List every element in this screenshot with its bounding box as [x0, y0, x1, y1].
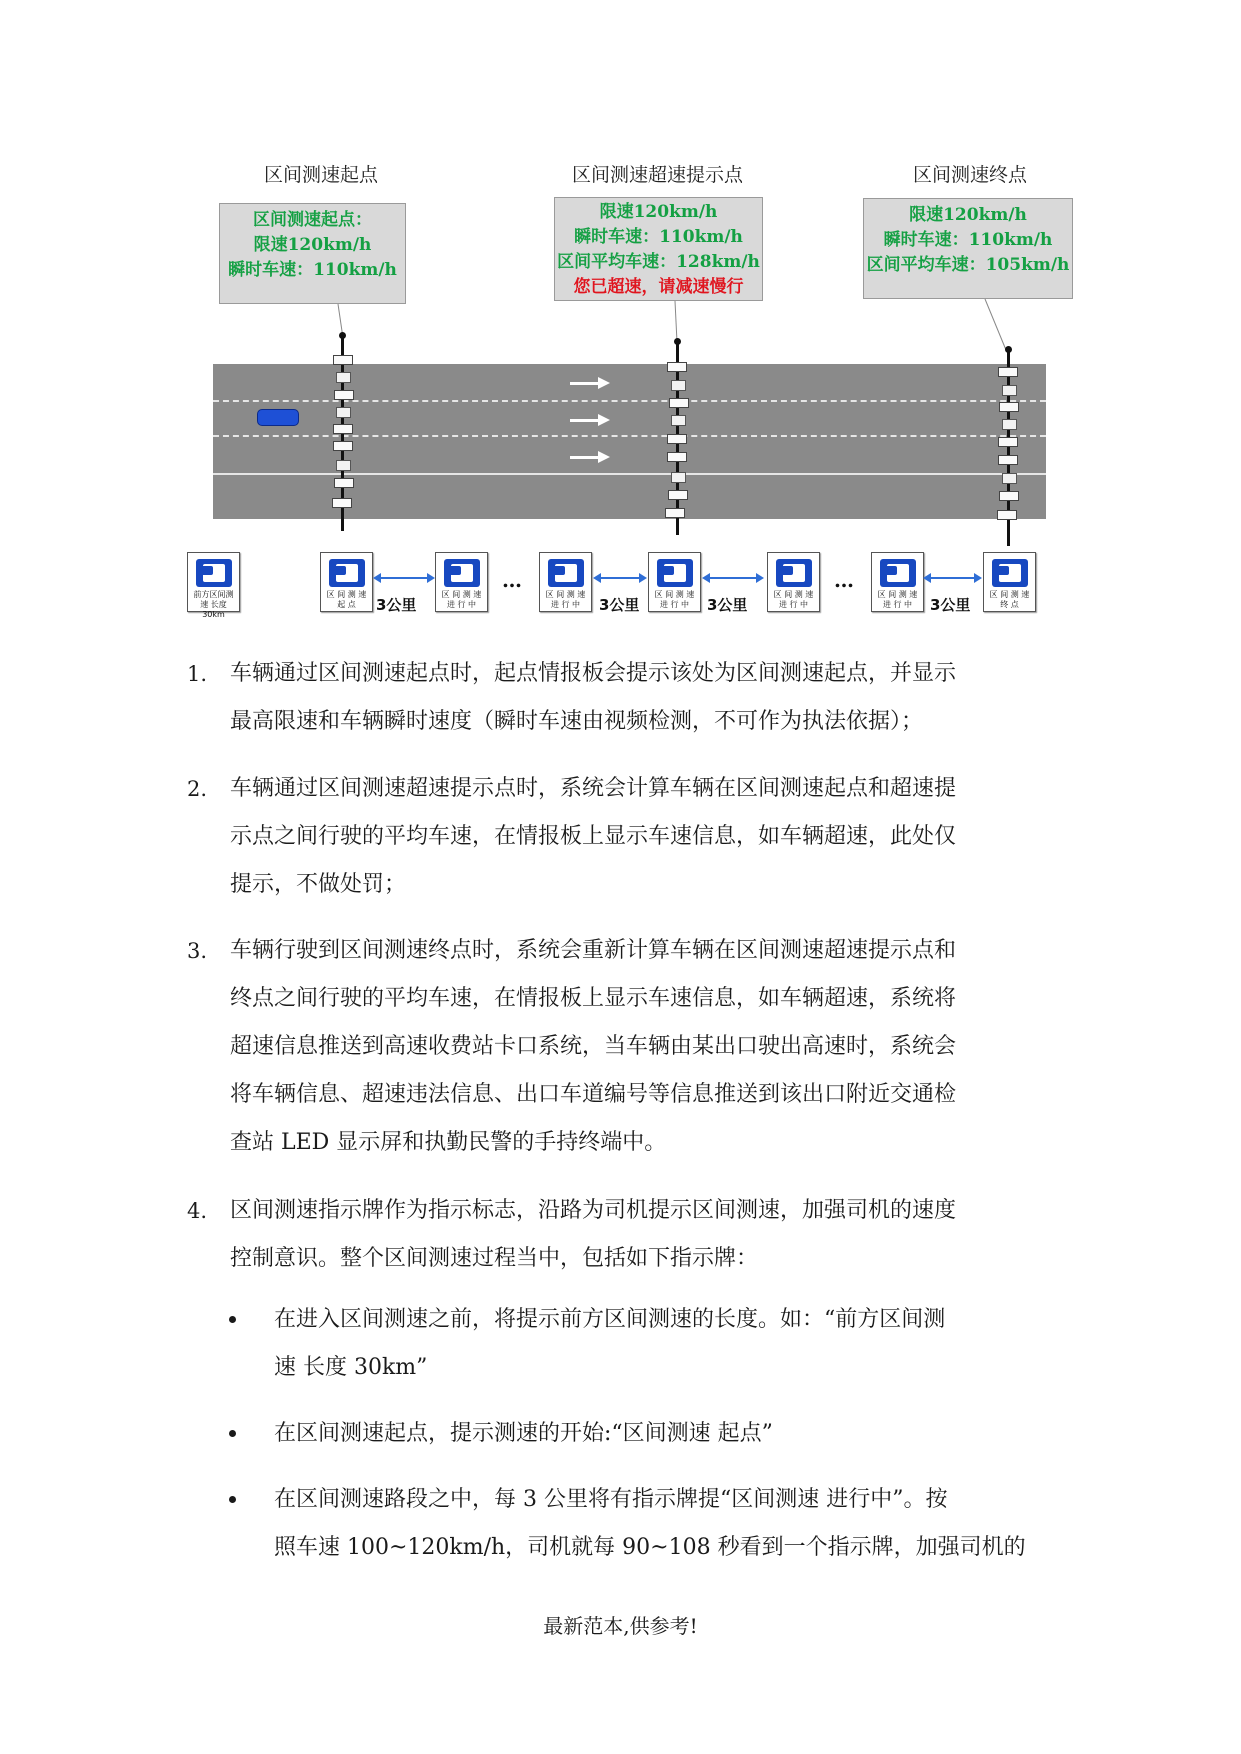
text-line: 在进入区间测速之前，将提示前方区间测速的长度。如：“前方区间测 [274, 1307, 946, 1332]
sensor-icon [671, 415, 686, 426]
text-line: 超速信息推送到高速收费站卡口系统，当车辆由某出口驶出高速时，系统会 [230, 1034, 957, 1059]
sensor-icon [1002, 419, 1017, 430]
direction-arrow [570, 419, 600, 422]
distance-label: 3公里 [376, 596, 417, 614]
text-line: 车辆行驶到区间测速终点时，系统会重新计算车辆在区间测速超速提示点和 [230, 938, 957, 963]
text-line: 在区间测速路段之中，每 3 公里将有指示牌提“区间测速 进行中”。按 [274, 1487, 948, 1512]
text-line: 查站 LED 显示屏和执勤民警的手持终端中。 [230, 1130, 667, 1155]
page-footer: 最新范本,供参考! [543, 1614, 698, 1638]
camera-icon [333, 424, 353, 434]
list-item [230, 927, 956, 1167]
pole-cap [1005, 346, 1012, 353]
camera-icon [333, 441, 353, 451]
list-item [230, 1187, 956, 1283]
sensor-icon [336, 372, 351, 383]
sensor-icon [671, 380, 686, 391]
bullet-icon [229, 1316, 236, 1323]
text-line: 控制意识。整个区间测速过程当中，包括如下指示牌： [230, 1246, 759, 1271]
text-line: 终点之间行驶的平均车速，在情报板上显示车速信息，如车辆超速，系统将 [230, 986, 957, 1011]
list-number: 2. [187, 777, 208, 801]
direction-arrow [570, 456, 600, 459]
double-arrow-icon [704, 577, 762, 579]
ellipsis: … [502, 568, 523, 592]
camera-glyph [553, 566, 565, 575]
camera-icon [667, 452, 687, 462]
camera-icon [665, 508, 685, 518]
title-start-point: 区间测速起点 [264, 164, 379, 186]
sensor-icon [336, 460, 351, 471]
distance-label: 3公里 [599, 596, 640, 614]
sign-end [983, 552, 1036, 612]
board-line: 区间测速起点： [253, 210, 372, 230]
text-line: 照车速 100~120km/h，司机就每 90~108 秒看到一个指示牌，加强司机的 [274, 1535, 1026, 1560]
text-line: 在区间测速起点，提示测速的开始:“区间测速 起点” [274, 1421, 773, 1446]
text-line: 区间测速指示牌作为指示标志，沿路为司机提示区间测速，加强司机的速度 [230, 1198, 957, 1223]
sign-in-progress [767, 552, 820, 612]
bullet-item [274, 1476, 1026, 1572]
board-warning: 您已超速，请减速慢行 [573, 277, 744, 297]
sign-caption: 区 间 测 速 进 行 中 [654, 590, 695, 609]
vehicle-car [257, 409, 299, 426]
title-end-point: 区间测速终点 [913, 164, 1028, 186]
camera-icon [332, 498, 352, 508]
list-number: 3. [187, 939, 208, 963]
camera-icon [998, 437, 1018, 447]
text-line: 车辆通过区间测速起点时，起点情报板会提示该处为区间测速起点，并显示 [230, 661, 957, 686]
sign-in-progress [648, 552, 701, 612]
pole-cap [674, 338, 681, 345]
ellipsis: … [834, 568, 855, 592]
camera-icon [998, 455, 1018, 465]
sign-caption: 区 间 测 速 进 行 中 [877, 590, 918, 609]
text-line: 速 长度 30km” [274, 1355, 428, 1380]
camera-glyph [997, 566, 1009, 575]
camera-icon [998, 367, 1018, 377]
sensor-icon [1002, 385, 1017, 396]
lane-edge-line [213, 473, 1046, 475]
text-line: 车辆通过区间测速超速提示点时，系统会计算车辆在区间测速起点和超速提 [230, 776, 957, 801]
sign-caption: 区 间 测 速 进 行 中 [545, 590, 586, 609]
board-line: 区间平均车速：105km/h [866, 255, 1070, 275]
sensor-icon [336, 407, 351, 418]
camera-icon [999, 402, 1019, 412]
sign-in-progress [435, 552, 488, 612]
double-arrow-icon [375, 577, 433, 579]
board-line: 瞬时车速：110km/h [228, 260, 397, 280]
sign-ahead-length [187, 552, 240, 619]
list-number: 4. [187, 1199, 208, 1223]
sign-start [320, 552, 373, 612]
camera-icon [668, 490, 688, 500]
lane-marking [213, 400, 1046, 402]
board-line: 限速120km/h [253, 235, 372, 255]
double-arrow-icon [925, 577, 980, 579]
sign-caption: 前方区间测速 长度30km [193, 590, 234, 619]
distance-label: 3公里 [930, 596, 971, 614]
camera-glyph [885, 566, 897, 575]
board-line: 瞬时车速：110km/h [883, 230, 1053, 250]
board-pointers [0, 0, 1241, 360]
camera-glyph [334, 566, 346, 575]
pointer-end [985, 299, 1006, 350]
bullet-item [274, 1296, 945, 1392]
text-line: 最高限速和车辆瞬时速度（瞬时车速由视频检测，不可作为执法依据）； [230, 709, 924, 734]
camera-icon [667, 434, 687, 444]
camera-glyph [201, 566, 213, 575]
lane-marking [213, 435, 1046, 437]
distance-label: 3公里 [707, 596, 748, 614]
camera-icon [334, 478, 354, 488]
sign-in-progress [539, 552, 592, 612]
sign-caption: 区 间 测 速 起 点 [326, 590, 367, 609]
double-arrow-icon [595, 577, 645, 579]
camera-glyph [781, 566, 793, 575]
sign-caption: 区 间 测 速 进 行 中 [441, 590, 482, 609]
sensor-icon [671, 472, 686, 483]
camera-icon [997, 510, 1017, 520]
list-number: 1. [187, 662, 208, 686]
board-line: 限速120km/h [909, 205, 1027, 225]
sensor-icon [1002, 473, 1017, 484]
camera-icon [667, 362, 687, 372]
board-line: 瞬时车速：110km/h [574, 227, 743, 247]
camera-glyph [662, 566, 674, 575]
camera-icon [334, 390, 354, 400]
camera-icon [333, 355, 353, 365]
title-overspeed-point: 区间测速超速提示点 [572, 164, 744, 186]
bullet-icon [229, 1496, 236, 1503]
camera-icon [999, 491, 1019, 501]
board-line: 限速120km/h [599, 202, 718, 222]
sign-caption: 区 间 测 速 进 行 中 [773, 590, 814, 609]
direction-arrow [570, 382, 600, 385]
bullet-icon [229, 1430, 236, 1437]
bullet-item [274, 1410, 773, 1458]
list-item [230, 650, 956, 746]
text-line: 将车辆信息、超速违法信息、出口车道编号等信息推送到该出口附近交通检 [230, 1082, 957, 1107]
sign-in-progress [871, 552, 924, 612]
pointer-overspeed [675, 301, 677, 342]
pole-cap [339, 332, 346, 339]
camera-glyph [449, 566, 461, 575]
text-line: 提示，不做处罚； [230, 872, 407, 897]
list-item [230, 765, 956, 909]
board-line: 区间平均车速：128km/h [557, 252, 760, 272]
camera-icon [669, 398, 689, 408]
sign-caption: 区 间 测 速 终 点 [989, 590, 1030, 609]
text-line: 示点之间行驶的平均车速，在情报板上显示车速信息，如车辆超速，此处仅 [230, 824, 957, 849]
